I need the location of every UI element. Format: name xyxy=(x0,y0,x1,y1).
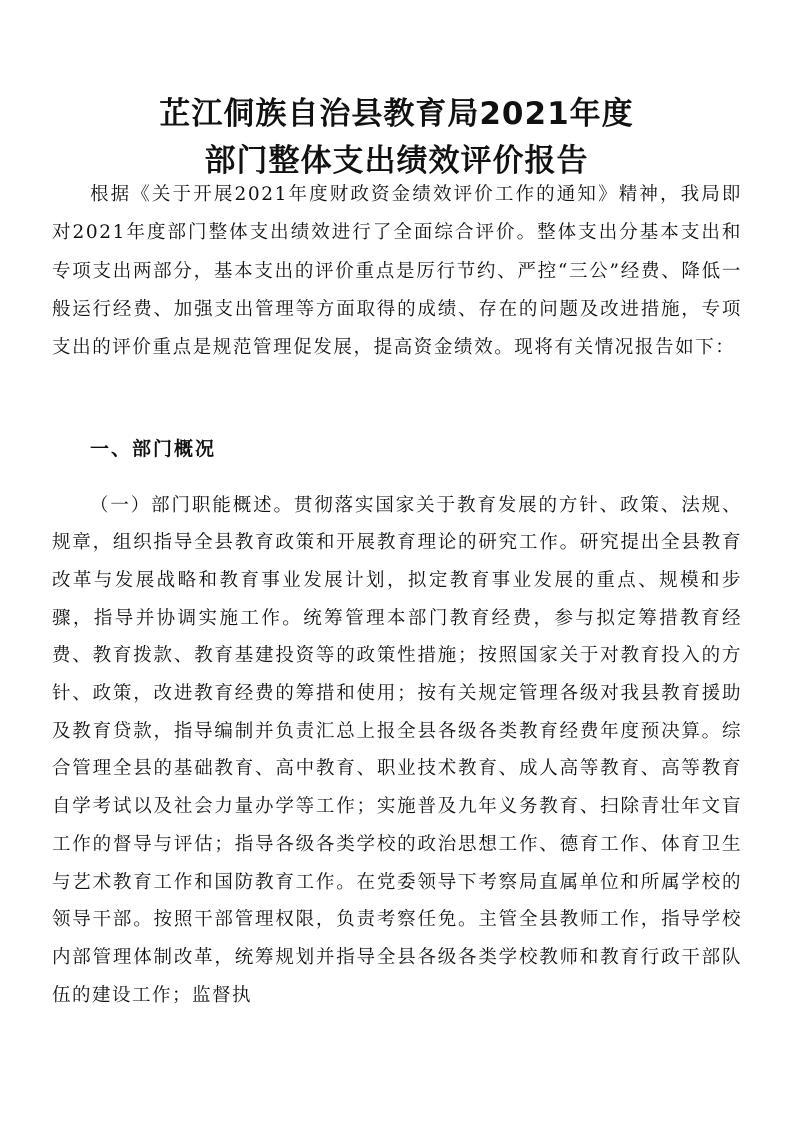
section-paragraph: （一）部门职能概述。贯彻落实国家关于教育发展的方针、政策、法规、规章，组织指导全县教育政策和开展教育理论的研究工作。研究提出全县教育改革与发展战略和教育事业发展计划，拟定教育事业发展的重点、规模和步骤，指导并协调实施工作。统筹管理本部门教育经费，参与拟定筹措教育经费、教育拨款、教育基建投资等的政策性措施；按照国家关于对教育投入的方针、政策，改进教育经费的筹措和使用；按有关规定管理各级对我县教育援助及教育贷款，指导编制并负责汇总上报全县各级各类教育经费年度预决算。综合管理全县的基础教育、高中教育、职业技术教育、成人高等教育、高等教育自学考试以及社会力量办学等工作；实施普及九年义务教育、扫除青壮年文盲工作的督导与评估；指导各级各类学校的政治思想工作、德育工作、体育卫生与艺术教育工作和国防教育工作。在党委领导下考察局直属单位和所属学校的领导干部。按照干部管理权限，负责考察任免。主管全县教师工作，指导学校内部管理体制改革，统筹规划并指导全县各级各类学校教师和教育行政干部队伍的建设工作；监督执 xyxy=(52,494,742,1006)
document-title-line1: 芷江侗族自治县教育局2021年度 xyxy=(159,96,634,132)
intro-paragraph: 根据《关于开展2021年度财政资金绩效评价工作的通知》精神，我局即对2021年度部门整体支出绩效进行了全面综合评价。整体支出分基本支出和专项支出两部分，基本支出的评价重点是厉行节约、严控“三公”经费、降低一般运行经费、加强支出管理等方面取得的成绩、存在的问题及改进措施，专项支出的评价重点是规范管理促发展，提高资金绩效。现将有关情况报告如下： xyxy=(52,184,742,358)
document-title-line2: 部门整体支出绩效评价报告 xyxy=(204,143,589,179)
section-body xyxy=(52,468,742,1033)
section-heading: 一、部门概况 xyxy=(90,438,217,460)
intro-paragraph-block xyxy=(52,176,742,367)
